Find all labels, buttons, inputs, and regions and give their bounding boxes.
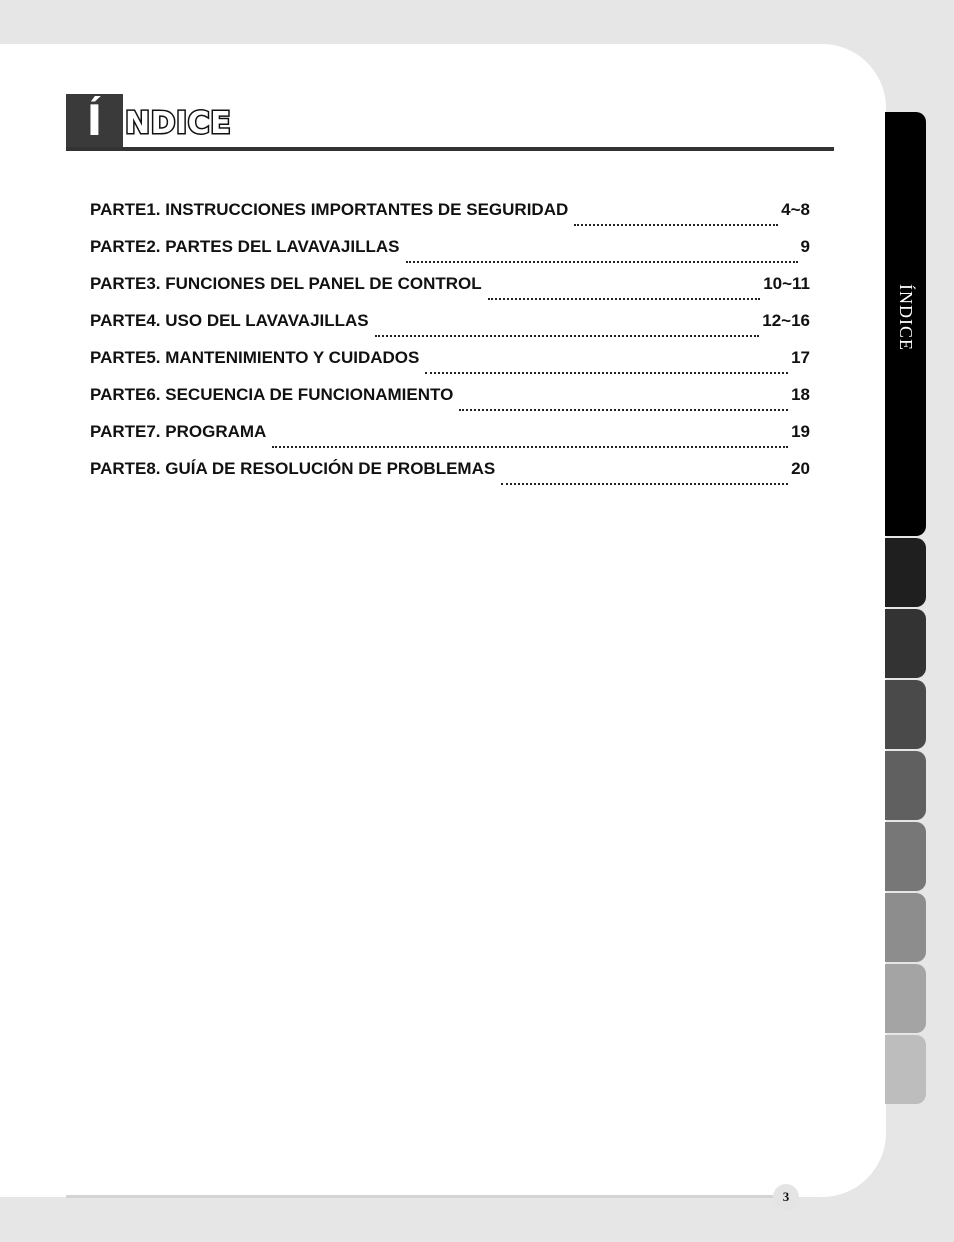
- toc-entry-5[interactable]: [90, 348, 810, 385]
- toc-entry-label: PARTE8. GUÍA DE RESOLUCIÓN DE PROBLEMAS: [90, 459, 496, 478]
- toc-entry-page: 10~11: [763, 274, 810, 293]
- section-tab-7[interactable]: [885, 964, 926, 1033]
- section-tab-label-wrap: [885, 112, 926, 536]
- title-rest: NDICE: [125, 106, 232, 141]
- toc-leader-dots: [375, 335, 760, 337]
- toc-entry-page: 17: [791, 348, 810, 367]
- section-tab-1[interactable]: [885, 538, 926, 607]
- page-corner-background: [820, 1197, 954, 1242]
- toc-entry-8[interactable]: [90, 459, 810, 496]
- section-tab-8[interactable]: [885, 1035, 926, 1104]
- page-title: [66, 94, 834, 152]
- toc-entry-6[interactable]: [90, 385, 810, 422]
- toc-entry-label: PARTE7. PROGRAMA: [90, 422, 267, 441]
- section-tab-6[interactable]: [885, 893, 926, 962]
- toc-leader-dots: [459, 409, 788, 411]
- toc-leader-dots: [272, 446, 788, 448]
- toc-entry-page: 9: [800, 237, 810, 256]
- table-of-contents: [90, 200, 810, 496]
- toc-entry-label: PARTE4. USO DEL LAVAVAJILLAS: [90, 311, 369, 330]
- toc-entry-label: PARTE1. INSTRUCCIONES IMPORTANTES DE SEGURIDAD: [90, 200, 569, 219]
- toc-leader-dots: [488, 298, 761, 300]
- toc-leader-dots: [501, 483, 788, 485]
- section-tab-5[interactable]: [885, 822, 926, 891]
- toc-entry-1[interactable]: [90, 200, 810, 237]
- section-tab-2[interactable]: [885, 609, 926, 678]
- toc-entry-label: PARTE5. MANTENIMIENTO Y CUIDADOS: [90, 348, 420, 367]
- section-tab-3[interactable]: [885, 680, 926, 749]
- toc-entry-label: PARTE3. FUNCIONES DEL PANEL DE CONTROL: [90, 274, 482, 293]
- toc-leader-dots: [425, 372, 788, 374]
- toc-entry-page: 12~16: [762, 311, 810, 330]
- toc-entry-page: 19: [791, 422, 810, 441]
- toc-entry-3[interactable]: [90, 274, 810, 311]
- page-number: 3: [773, 1184, 799, 1210]
- toc-entry-label: PARTE2. PARTES DEL LAVAVAJILLAS: [90, 237, 400, 256]
- section-tab-4[interactable]: [885, 751, 926, 820]
- toc-entry-2[interactable]: [90, 237, 810, 274]
- toc-entry-label: PARTE6. SECUENCIA DE FUNCIONAMIENTO: [90, 385, 454, 404]
- toc-entry-page: 4~8: [781, 200, 810, 219]
- toc-entry-page: 18: [791, 385, 810, 404]
- toc-leader-dots: [406, 261, 798, 263]
- footer-rule: [66, 1195, 780, 1198]
- toc-entry-page: 20: [791, 459, 810, 478]
- title-underline: [66, 147, 834, 151]
- section-tab-label: ÍNDICE: [896, 284, 916, 351]
- toc-leader-dots: [574, 224, 778, 226]
- title-first-letter: Í: [66, 94, 123, 148]
- toc-entry-7[interactable]: [90, 422, 810, 459]
- section-tab-indice[interactable]: [885, 112, 926, 536]
- toc-entry-4[interactable]: [90, 311, 810, 348]
